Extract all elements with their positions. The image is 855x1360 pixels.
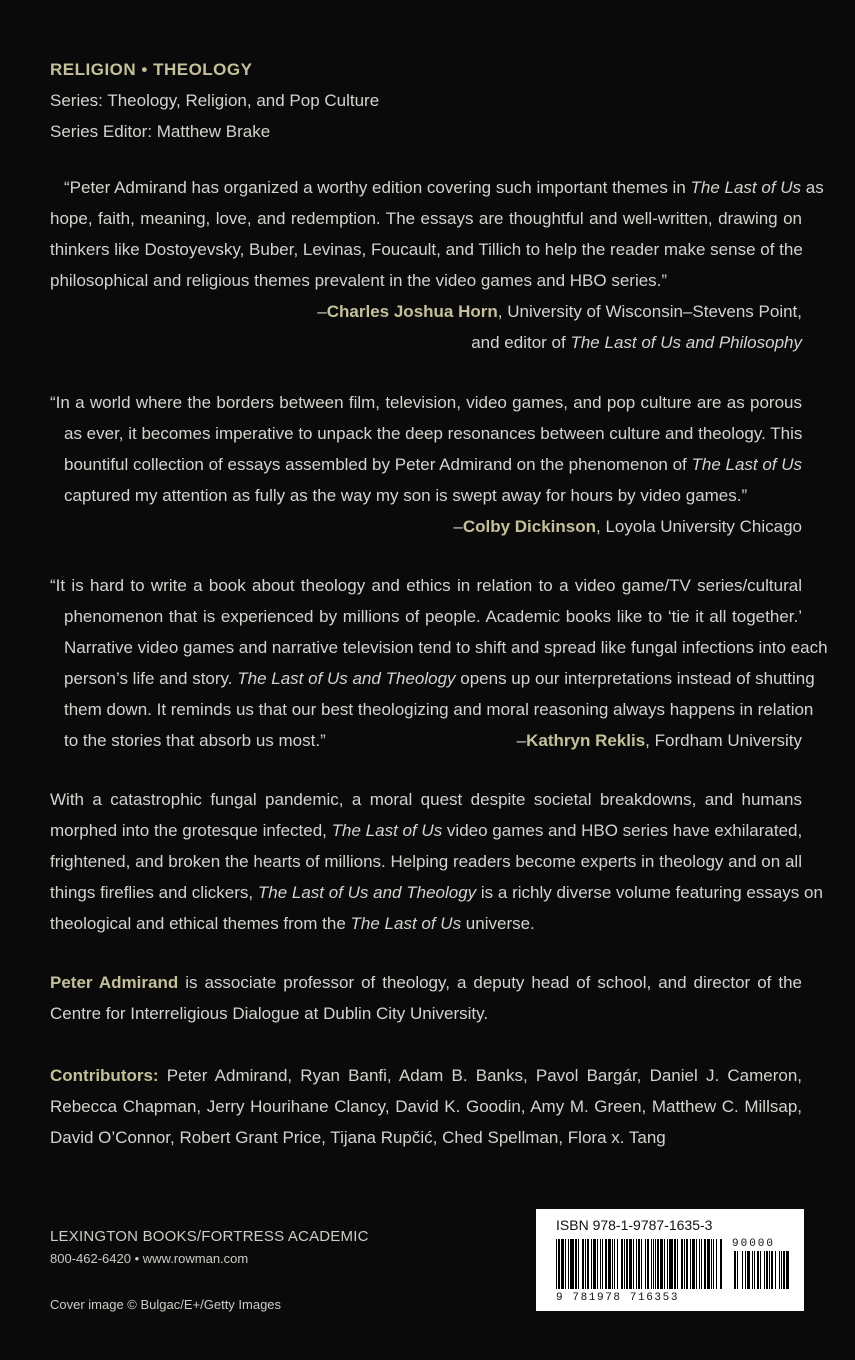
barcode-bar: [667, 1239, 668, 1289]
book-description: [50, 784, 823, 939]
barcode-bar: [660, 1239, 663, 1289]
quote-line: Narrative video games and narrative television tend to shift and spread like fungal infections into each: [64, 638, 828, 657]
quote-line: to the stories that absorb us most.” –Kathryn Reklis, Fordham University: [50, 725, 802, 756]
barcode-addon-bar: [764, 1251, 765, 1289]
endorser-name: Kathryn Reklis: [526, 731, 646, 750]
barcode-addon-bar: [760, 1251, 761, 1289]
barcode-bar: [638, 1239, 640, 1289]
quote-attribution: –Kathryn Reklis, Fordham University: [516, 731, 802, 750]
barcode-addon-bar: [734, 1251, 736, 1289]
barcode-bar: [641, 1239, 642, 1289]
quote-line: them down. It reminds us that our best theologizing and moral reasoning always happens in relation: [64, 700, 814, 719]
barcode-bar: [593, 1239, 596, 1289]
barcode-bar: [720, 1239, 722, 1289]
barcode-bar: [716, 1239, 717, 1289]
contributors-line: Rebecca Chapman, Jerry Hourihane Clancy, David K. Goodin, Amy M. Green, Matthew C. Millsap,: [50, 1097, 802, 1116]
barcode-bar: [591, 1239, 592, 1289]
barcode-digits: 9 781978 716353: [556, 1292, 680, 1304]
isbn-text: ISBN 978-1-9787-1635-3: [556, 1217, 713, 1233]
barcode-bar: [629, 1239, 632, 1289]
barcode-bar: [621, 1239, 623, 1289]
barcode-bar: [684, 1239, 685, 1289]
barcode-bar: [556, 1239, 557, 1289]
quote-line: thinkers like Dostoyevsky, Buber, Levinas, Foucault, and Tillich to help the reader make sense of the: [50, 240, 803, 259]
description-line: With a catastrophic fungal pandemic, a moral quest despite societal breakdowns, and humans: [50, 790, 802, 809]
barcode-bar: [582, 1239, 584, 1289]
barcode-bar: [704, 1239, 706, 1289]
barcode-addon-bar: [745, 1251, 746, 1289]
quote-line: “In a world where the borders between film, television, video games, and pop culture are as porous: [50, 393, 802, 412]
barcode-addon-bar: [779, 1251, 780, 1289]
cover-credit: Cover image © Bulgac/E+/Getty Images: [50, 1297, 282, 1312]
price-code: 90000: [732, 1238, 776, 1250]
description-line: theological and ethical themes from the The Last of Us universe.: [50, 914, 535, 933]
barcode-bar: [608, 1239, 611, 1289]
barcode-bar: [686, 1239, 688, 1289]
barcode-bar: [617, 1239, 618, 1289]
barcode-bar: [645, 1239, 646, 1289]
author-name: Peter Admirand: [50, 973, 179, 992]
barcode-addon-bar: [737, 1251, 738, 1289]
barcode-addon-bar: [786, 1251, 789, 1289]
barcode-bar: [565, 1239, 566, 1289]
barcode-bar: [578, 1239, 579, 1289]
barcode-bar: [677, 1239, 678, 1289]
quote-line: phenomenon that is experienced by millions of people. Academic books like to ‘tie it all together.’: [64, 607, 802, 626]
endorsement-horn: [50, 172, 824, 358]
barcode-bar: [681, 1239, 683, 1289]
header-block: [50, 54, 379, 147]
barcode-bar: [664, 1239, 665, 1289]
publisher-contact: 800-462-6420 • www.rowman.com: [50, 1251, 249, 1266]
quote-line: as ever, it becomes imperative to unpack the deep resonances between culture and theology. This: [64, 424, 803, 443]
barcode-addon-bar: [752, 1251, 753, 1289]
barcode-bar: [707, 1239, 710, 1289]
barcode-bar: [561, 1239, 564, 1289]
barcode-bar: [600, 1239, 601, 1289]
barcode-bar: [587, 1239, 589, 1289]
author-bio: [50, 967, 802, 1029]
barcode-bar: [636, 1239, 637, 1289]
barcode-addon-bar: [783, 1251, 785, 1289]
barcode-bar: [633, 1239, 634, 1289]
barcode-bar: [690, 1239, 691, 1289]
barcode-bar: [624, 1239, 625, 1289]
barcode-bar: [614, 1239, 615, 1289]
category-label: RELIGION • THEOLOGY: [50, 60, 253, 79]
barcode-bar: [674, 1239, 676, 1289]
barcode-bar: [701, 1239, 702, 1289]
description-line: frightened, and broken the hearts of millions. Helping readers become experts in theology and on all: [50, 852, 802, 871]
endorsement-reklis: [50, 570, 828, 756]
contributors-line: Contributors: Peter Admirand, Ryan Banfi, Adam B. Banks, Pavol Bargár, Daniel J. Cameron,: [50, 1066, 802, 1085]
description-line: morphed into the grotesque infected, The Last of Us video games and HBO series have exhilarated,: [50, 821, 803, 840]
barcode-bar: [626, 1239, 628, 1289]
barcode-bar: [597, 1239, 598, 1289]
quote-attribution: –Charles Joshua Horn, University of Wisconsin–Stevens Point,: [317, 302, 802, 321]
barcode-bar: [653, 1239, 654, 1289]
barcode-addon-bar: [757, 1251, 759, 1289]
quote-line: philosophical and religious themes prevalent in the video games and HBO series.”: [50, 271, 668, 290]
quote-attribution-line2: and editor of The Last of Us and Philosophy: [471, 333, 802, 352]
isbn-barcode: [536, 1209, 804, 1311]
barcode-addon-bar: [771, 1251, 773, 1289]
description-line: things fireflies and clickers, The Last of Us and Theology is a richly diverse volume featuring essays on: [50, 883, 823, 902]
barcode-graphic: [554, 1239, 790, 1291]
contributors-line: David O’Connor, Robert Grant Price, Tijana Rupčić, Ched Spellman, Flora x. Tang: [50, 1128, 666, 1147]
barcode-bar: [696, 1239, 697, 1289]
barcode-bar: [711, 1239, 712, 1289]
quote-line: “It is hard to write a book about theology and ethics in relation to a video game/TV series/cultural: [50, 576, 802, 595]
quote-line: bountiful collection of essays assembled by Peter Admirand on the phenomenon of The Last of Us: [64, 455, 803, 474]
barcode-addon-bar: [742, 1251, 743, 1289]
barcode-addon-bar: [769, 1251, 770, 1289]
barcode-addon-bar: [754, 1251, 755, 1289]
barcode-addon-bar: [775, 1251, 776, 1289]
barcode-addon-bar: [766, 1251, 768, 1289]
barcode-bar: [575, 1239, 577, 1289]
barcode-bar: [655, 1239, 656, 1289]
publisher-block: [50, 1226, 369, 1270]
barcode-bar: [713, 1239, 714, 1289]
barcode-bar: [699, 1239, 700, 1289]
barcode-bar: [570, 1239, 574, 1289]
barcode-bar: [605, 1239, 607, 1289]
series-editor-line: Series Editor: Matthew Brake: [50, 122, 271, 141]
endorser-name: Colby Dickinson: [462, 517, 597, 536]
barcode-bar: [647, 1239, 649, 1289]
quote-line: “Peter Admirand has organized a worthy edition covering such important themes in The Last of Us as: [64, 178, 824, 197]
quote-line: hope, faith, meaning, love, and redemption. The essays are thoughtful and well-written, drawing on: [50, 209, 802, 228]
barcode-bar: [602, 1239, 603, 1289]
barcode-bar: [558, 1239, 560, 1289]
quote-line: captured my attention as fully as the way my son is swept away for hours by video games.”: [64, 486, 748, 505]
barcode-bar: [612, 1239, 613, 1289]
quote-line: person’s life and story. The Last of Us and Theology opens up our interpretations instead of shutting: [64, 669, 815, 688]
barcode-bar: [669, 1239, 673, 1289]
series-line: Series: Theology, Religion, and Pop Culture: [50, 91, 380, 110]
barcode-bar: [568, 1239, 569, 1289]
barcode-bar: [692, 1239, 695, 1289]
quote-attribution: –Colby Dickinson, Loyola University Chicago: [453, 517, 802, 536]
barcode-bar: [657, 1239, 659, 1289]
endorsement-dickinson: [50, 387, 802, 542]
barcode-addon-bar: [781, 1251, 782, 1289]
endorser-name: Charles Joshua Horn: [326, 302, 498, 321]
contributors-list: [50, 1060, 802, 1153]
bio-line: Centre for Interreligious Dialogue at Dublin City University.: [50, 1004, 489, 1023]
barcode-bar: [651, 1239, 652, 1289]
publisher-name: LEXINGTON BOOKS/FORTRESS ACADEMIC: [50, 1228, 369, 1245]
bio-line: Peter Admirand is associate professor of theology, a deputy head of school, and director of the: [50, 973, 802, 992]
barcode-bar: [585, 1239, 586, 1289]
contributors-label: Contributors:: [50, 1066, 159, 1085]
barcode-addon-bar: [747, 1251, 750, 1289]
